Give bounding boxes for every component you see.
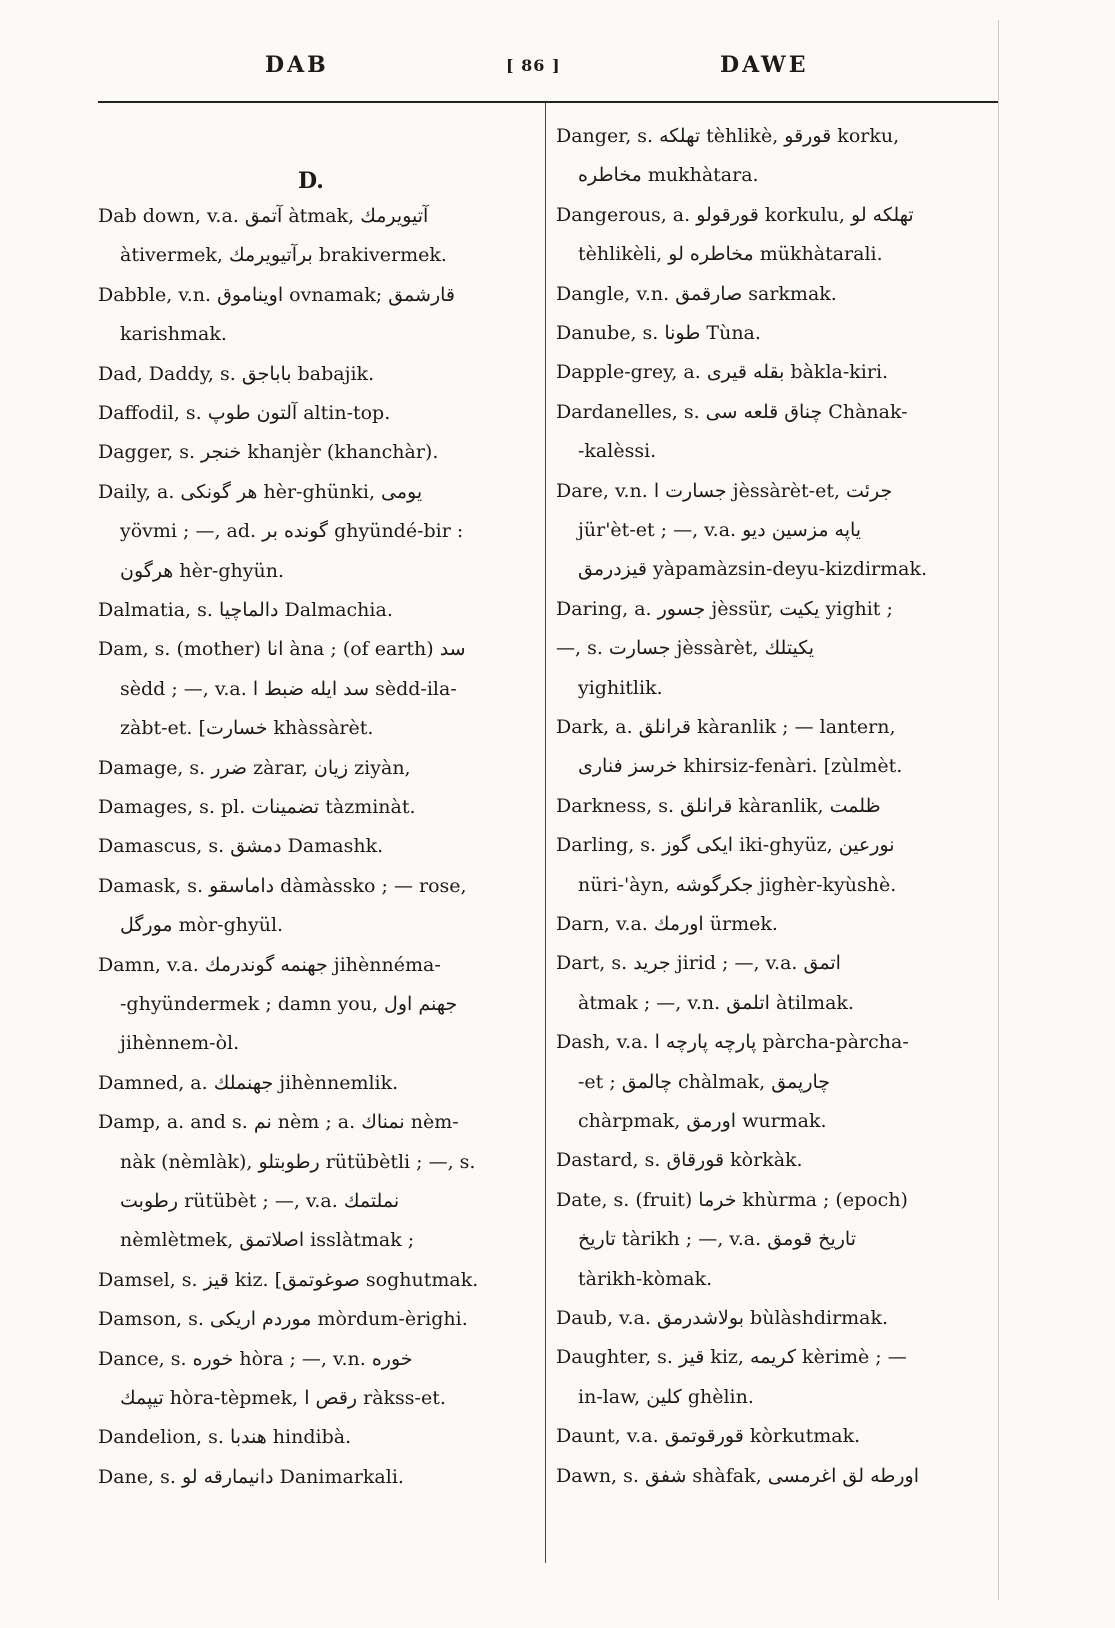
left-column-line: Dam, s. (mother) انا àna ; (of earth) سد [98,638,466,661]
right-column-line: Daring, a. جسور jèssür, یکیت yighit ; [556,597,893,620]
right-column-line: Dardanelles, s. چناق قلعه سی Chànak- [556,400,908,423]
left-column-line: Dagger, s. خنجر khanjèr (khanchàr). [98,441,439,464]
left-column-line: Damascus, s. دمشق Damashk. [98,835,384,858]
page-number: [ 86 ] [506,56,561,75]
left-column-line: nèmlètmek, اصلاتمق isslàtmak ; [120,1229,415,1252]
left-column-line: Damsel, s. قیز kiz. [صوغوتمق soghutmak. [98,1268,479,1291]
left-column-line: Dandelion, s. هندبا hindibà. [98,1426,352,1449]
right-column-line: Daunt, v.a. قورقوتمق kòrkutmak. [556,1425,861,1448]
right-column-line: خرسز فناری khirsiz-fenàri. [zùlmèt. [578,755,903,778]
left-column-line: jihènnem-òl. [120,1032,240,1055]
left-column-line: sèdd ; —, v.a. سد ایله ضبط ا sèdd-ila- [120,677,457,700]
right-column-line: in-law, کلین ghèlin. [578,1385,754,1408]
left-column-line: àtivermek, برآتیویرمك brakivermek. [120,244,447,267]
right-column-line: yighitlik. [578,676,663,699]
right-column-line: Danger, s. تهلکه tèhlikè, قورقو korku, [556,125,900,147]
left-column-line: nàk (nèmlàk), رطوبتلو rütübètli ; —, s. [120,1150,476,1173]
section-letter: D. [298,168,324,194]
left-column-line: تیپمك hòra-tèpmek, رقص ا ràkss-et. [120,1387,446,1409]
left-column-line: Damages, s. pl. تضمینات tàzminàt. [98,796,416,818]
right-column-line: —, s. جسارت jèssàrèt, یکیتلك [556,637,815,660]
right-column-line: Darling, s. ایکی گوز iki-ghyüz, نورعین [556,834,895,857]
right-column-line: Danube, s. طونا Tùna. [556,322,761,344]
left-column-line: Dane, s. دانیمارقه لو Danimarkali. [98,1465,404,1488]
right-column-line: تاریخ tàrikh ; —, v.a. تاریخ قومق [578,1228,856,1251]
left-column-line: -ghyündermek ; damn you, جهنم اول [120,993,458,1015]
right-column-line: -kalèssi. [578,440,657,463]
left-column-line: هرگون hèr-ghyün. [120,559,284,582]
left-column-line: مورگل mòr-ghyül. [120,914,284,937]
left-column-line: zàbt-et. [خسارت khàssàrèt. [120,717,374,740]
left-column-line: Dad, Daddy, s. باباجق babajik. [98,362,375,385]
left-column-line: Damson, s. موردم اریکی mòrdum-èrighi. [98,1308,468,1331]
left-column-line: Damp, a. and s. نم nèm ; a. نمناك nèm- [98,1111,459,1134]
left-column-line: Daffodil, s. آلتون طوپ altin-top. [98,402,391,424]
right-column-line: Darkness, s. قرانلق kàranlik, ظلمت [556,794,881,817]
left-column-line: Dabble, v.n. اویناموق ovnamak; قارشمق [98,283,455,306]
left-column-line: Dance, s. خوره hòra ; —, v.n. خوره [98,1347,413,1370]
left-column-line: Damask, s. داماسقو dàmàssko ; — rose, [98,874,467,897]
right-column-line: Dapple-grey, a. بقله قیری bàkla-kiri. [556,361,889,384]
right-column-line: مخاطره mukhàtara. [578,164,759,187]
header-rule [98,101,998,103]
left-column-line: Daily, a. هر گونکی hèr-ghünki, یومی [98,480,423,503]
right-column-line: Dastard, s. قورقاق kòrkàk. [556,1149,803,1172]
right-column-line: -et ; چالمق chàlmak, چارپمق [578,1070,831,1093]
left-column-line: رطوبت rütübèt ; —, v.a. نملتمك [120,1190,400,1212]
right-column-line: Dart, s. جرید jirid ; —, v.a. اتمق [556,952,841,975]
right-column-line: Darn, v.a. اورمك ürmek. [556,913,778,935]
right-column-line: àtmak ; —, v.n. اتلمق àtilmak. [578,991,854,1014]
right-column-line: Daub, v.a. بولاشدرمق bùlàshdirmak. [556,1307,889,1329]
left-column-line: Damage, s. ضرر zàrar, زیان ziyàn, [98,756,411,779]
right-column-line: Dark, a. قرانلق kàranlik ; — lantern, [556,716,896,738]
right-column-line: tèhlikèli, مخاطره لو mükhàtarali. [578,243,883,266]
right-column-line: Dangle, v.n. صارقمق sarkmak. [556,282,837,305]
right-column-line: Dangerous, a. قورقولو korkulu, تهلکه لو [556,203,914,226]
right-column-line: Dawn, s. شفق shàfak, اورطه لق اغرمسی [556,1464,920,1487]
right-column-line: Dare, v.n. جسارت ا jèssàrèt-et, جرئت [556,479,893,502]
left-column-line: karishmak. [120,323,227,346]
left-column-line: Damn, v.a. جهنمه گوندرمك jihènnéma- [98,953,441,976]
right-column-line: nüri-'àyn, جکرگوشه jighèr-kyùshè. [578,873,897,896]
left-column-line: Dab down, v.a. آتمق àtmak, آتیویرمك [98,205,429,227]
right-column-line: chàrpmak, اورمق wurmak. [578,1110,827,1132]
left-column-line: Dalmatia, s. دالماچیا Dalmachia. [98,599,393,621]
right-column-line: قیزدرمق yàpamàzsin-deyu-kizdirmak. [578,558,928,581]
right-column-line: jür'èt-et ; —, v.a. یاپه مزسین دیو [578,519,862,541]
right-column-line: tàrikh-kòmak. [578,1267,713,1290]
right-column-line: Date, s. (fruit) خرما khùrma ; (epoch) [556,1188,908,1211]
left-column-line: yövmi ; —, ad. گونده بر ghyündé-bir : [120,520,464,543]
header-left-guide-word: DAB [265,52,329,78]
left-column-line: Damned, a. جهنملك jihènnemlik. [98,1071,399,1094]
right-column-line: Dash, v.a. پارچه پارچه ا pàrcha-pàrcha- [556,1031,909,1054]
right-column-line: Daughter, s. قیز kiz, کریمه kèrimè ; — [556,1346,907,1369]
page-header [0,52,1115,92]
header-right-guide-word: DAWE [720,52,809,78]
